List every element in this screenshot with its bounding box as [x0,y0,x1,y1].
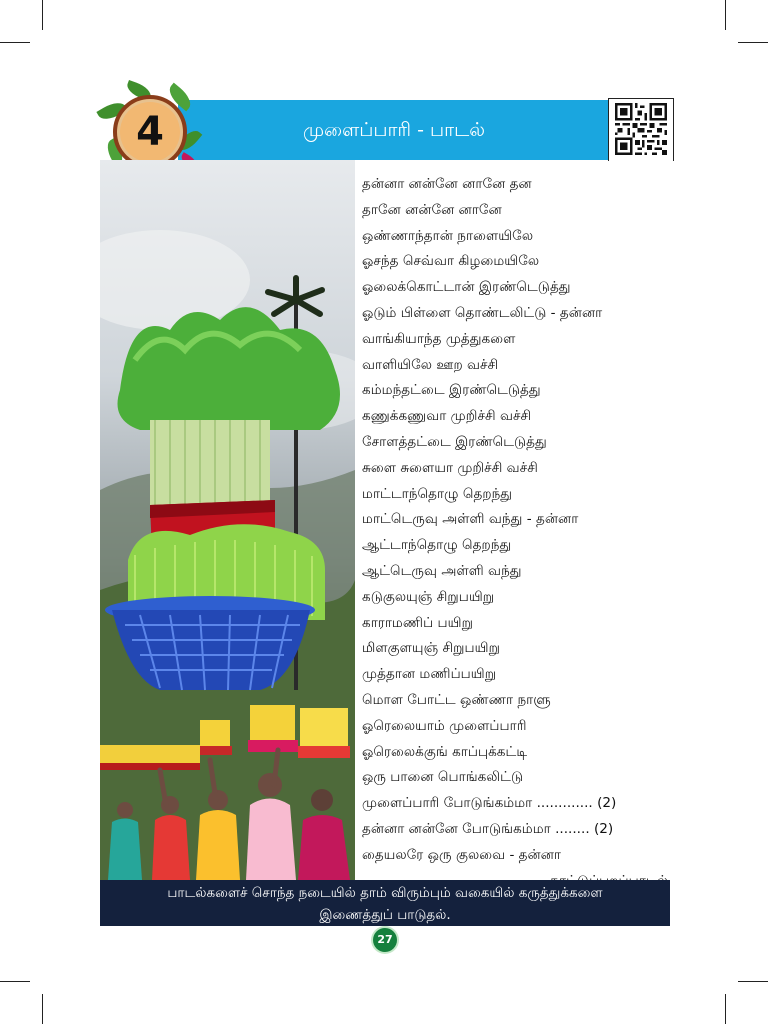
sprouts-top [118,307,341,510]
poem-line: ஒரு பானை பொங்கலிட்டு [362,769,524,786]
qr-code-frame[interactable] [608,98,674,161]
poem-line: மாட்டெருவு அள்ளி வந்து - தன்னா [362,511,579,528]
lesson-title: முளைப்பாரி - பாடல் [303,119,485,141]
poem-line: ஆட்டாந்தொழு தெறந்து [362,537,512,554]
poem-line: ஓடும் பிள்ளை தொண்டலிட்டு - தன்னா [362,304,603,321]
crop-mark [725,0,726,30]
poem-line: தன்னா னன்னே போடுங்கம்மா ........ (2) [362,820,614,837]
poem-line: தானே னன்னே னானே [362,201,502,218]
poem-line: மிளகுளயுஞ் சிறுபயிறு [362,640,500,657]
crop-mark [0,981,30,982]
poem-line: தன்னா னன்னே னானே தன [362,176,532,192]
poem-line: ஓலைக்கொட்டான் இரண்டெடுத்து [362,279,571,296]
page-number: 27 [373,928,397,952]
poem-line: மொள போட்ட ஒண்ணா நாளு [362,691,551,708]
poem-line: ஓரெலைக்குங் காப்புக்கட்டி [362,743,528,760]
poem-line: தையலரே ஒரு குலவை - தன்னா [362,846,561,863]
mulaippari-picture [100,160,355,880]
mulaippari-illustration [100,160,355,880]
lesson-number-circle [113,95,187,169]
poem-line: ஓசந்த செவ்வா கிழமையிலே [362,253,540,270]
poem-line: கடுகுலயுஞ் சிறுபயிறு [362,588,495,605]
qr-code-icon [615,103,667,155]
poem-line: ஆட்டெருவு அள்ளி வந்து [362,562,522,579]
crop-mark [738,42,768,43]
crop-mark [0,42,30,43]
lesson-number: 4 [136,109,164,155]
crop-mark [42,994,43,1024]
crop-mark [725,994,726,1024]
poem-line: காராமணிப் பயிறு [362,614,473,631]
crop-mark [738,981,768,982]
poem-line: வாங்கியாந்த முத்துகளை [362,330,516,347]
crop-mark [42,0,43,30]
poem-line: வாளியிலே ஊற வச்சி [362,356,499,373]
instruction-line: பாடல்களைச் சொந்த நடையில் தாம் விரும்பும் வகையில் கருத்துக்களை [167,885,603,901]
poem-line: சுளை சுளையா முறிச்சி வச்சி [362,459,538,476]
poem-line: மாட்டாந்தொழு தெறந்து [362,485,513,502]
poem-line: ஒண்ணாந்தான் நாளையிலே [362,227,534,244]
poem-text [362,172,672,894]
instruction-banner [100,880,670,926]
instruction-line: இணைத்துப் பாடுதல். [319,907,451,923]
lesson-header [178,100,610,160]
poem-line: முத்தான மணிப்பயிறு [362,666,497,683]
poem-line: ஓரெலையாம் முளைப்பாரி [362,717,527,734]
poem-line: சோளத்தட்டை இரண்டெடுத்து [362,433,547,450]
poem-line: கணுக்கணுவா முறிச்சி வச்சி [362,408,532,425]
poem-line: முளைப்பாரி போடுங்கம்மா ............. (2) [362,795,617,812]
poem-line: கம்மந்தட்டை இரண்டெடுத்து [362,382,541,399]
